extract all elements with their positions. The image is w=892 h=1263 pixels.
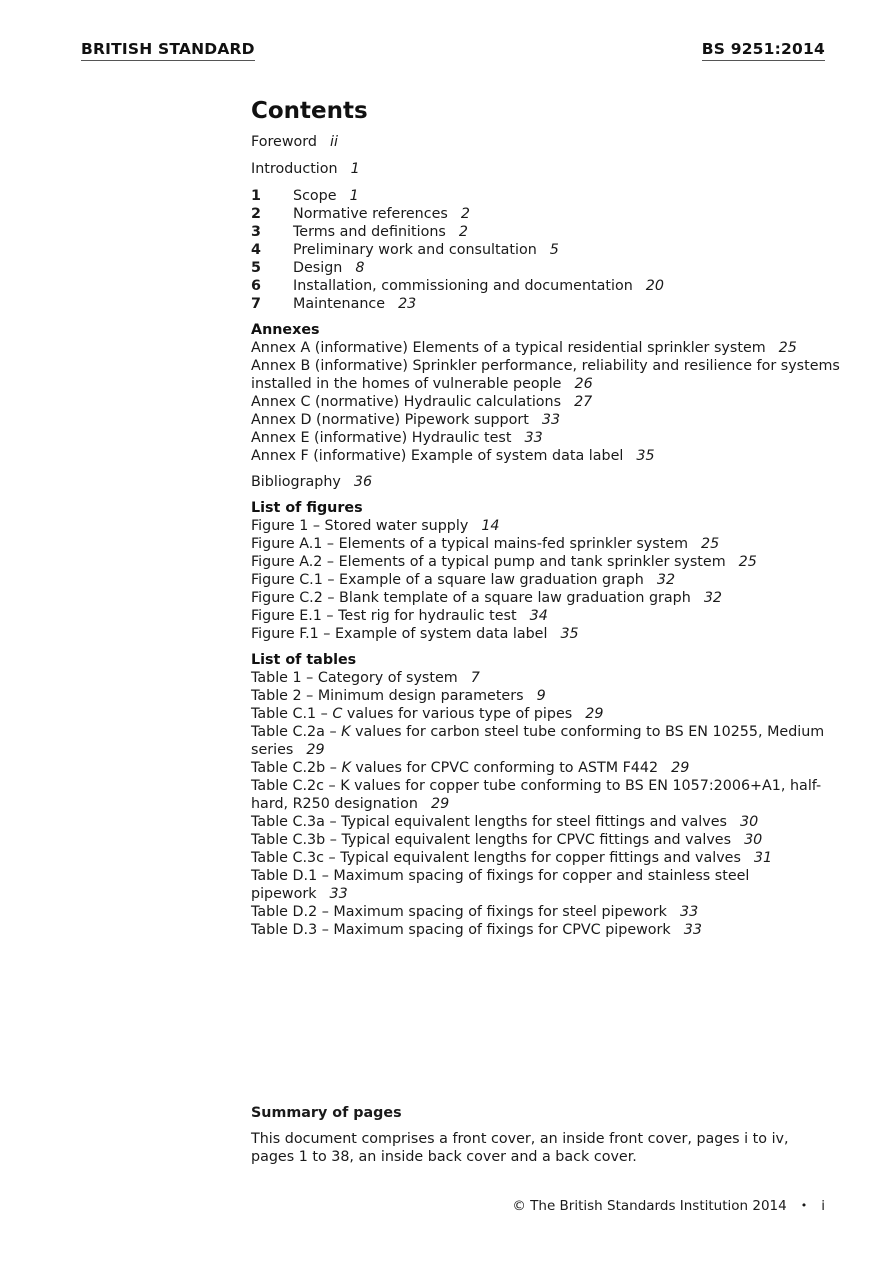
summary-text: This document comprises a front cover, an inside front cover, pages i to iv, pages 1 to 38, an inside back cover and a back cover. [251,1131,789,1165]
annexes-section [251,321,841,465]
toc-page-number: 25 [778,340,797,356]
toc-page-number: 36 [353,474,373,490]
table-label-symbol: K [341,760,351,776]
toc-page-number: 29 [671,760,690,776]
toc-page-number: 33 [679,904,699,920]
toc-annex-entry[interactable] [251,429,841,447]
table-label-prefix: Table C.2b – [251,760,342,776]
toc-page-number: 2 [458,224,468,240]
table-label: Table 2 – Minimum design parameters [251,688,524,704]
toc-entry-introduction[interactable] [251,160,841,178]
toc-entry-foreword[interactable] [251,133,841,151]
toc-page-number: 33 [329,886,348,902]
table-label-symbol: C [332,706,343,722]
clause-list [251,187,841,313]
toc-page-number: 30 [744,832,763,848]
clause-number: 1 [251,188,261,204]
table-label: Table C.3c – Typical equivalent lengths for copper fittings and valves [251,850,741,866]
toc-page-number: 33 [683,922,702,938]
clause-number: 6 [251,278,261,294]
toc-page-number: 8 [355,260,365,276]
toc-entry-bibliography[interactable] [251,473,841,491]
clause-label: Installation, commissioning and documentation [293,278,633,294]
toc-figure-entry[interactable] [251,535,841,553]
copyright-notice: © The British Standards Institution 2014 [512,1198,787,1214]
contents-section [251,97,841,939]
toc-page-number: 5 [549,242,559,258]
figure-label: Figure 1 – Stored water supply [251,518,469,534]
toc-figure-entry[interactable] [251,553,841,571]
toc-page-number: 23 [398,296,417,312]
page-number: i [821,1198,825,1214]
toc-page-number: ii [329,134,338,150]
toc-annex-entry[interactable] [251,339,841,357]
figure-label: Figure C.2 – Blank template of a square law graduation graph [251,590,691,606]
toc-figure-entry[interactable] [251,607,841,625]
toc-entry-label: Foreword [251,134,317,150]
toc-page-number: 32 [703,590,723,606]
table-label: Table D.1 – Maximum spacing of fixings for copper and stainless steel pipework [251,868,750,902]
toc-clause-entry[interactable] [251,295,841,313]
table-label-prefix: Table C.1 – [251,706,333,722]
clause-label: Normative references [293,206,448,222]
toc-page-number: 33 [541,412,561,428]
toc-page-number: 2 [460,206,470,222]
toc-figure-entry[interactable] [251,589,841,607]
toc-table-entry[interactable] [251,813,841,831]
toc-page-number: 27 [574,394,593,410]
clause-label: Design [293,260,343,276]
table-label-symbol: K [341,724,351,740]
toc-clause-entry[interactable] [251,223,841,241]
toc-page-number: 25 [738,554,757,570]
toc-table-entry[interactable] [251,705,841,723]
toc-table-entry[interactable] [251,669,841,687]
annex-label: Annex C (normative) Hydraulic calculations [251,394,562,410]
toc-page-number: 29 [430,796,450,812]
toc-annex-entry[interactable] [251,411,841,429]
table-label-suffix: values for carbon steel tube conforming to BS EN 10255, Medium series [251,724,825,758]
toc-page-number: 29 [585,706,604,722]
header-standard-number: BS 9251:2014 [702,40,825,61]
toc-table-entry[interactable] [251,903,841,921]
toc-page-number: 31 [753,850,773,866]
clause-label: Terms and definitions [293,224,446,240]
toc-page-number: 1 [349,188,359,204]
toc-clause-entry[interactable] [251,277,841,295]
annex-label: Annex F (informative) Example of system data label [251,448,624,464]
table-label: Table D.2 – Maximum spacing of fixings for steel pipework [251,904,667,920]
toc-page-number: 30 [740,814,759,830]
figure-label: Figure E.1 – Test rig for hydraulic test [251,608,517,624]
summary-heading: Summary of pages [251,1105,402,1121]
toc-page-number: 7 [470,670,480,686]
toc-page-number: 14 [481,518,500,534]
toc-page-number: 33 [524,430,543,446]
toc-clause-entry[interactable] [251,241,841,259]
tables-section [251,651,841,939]
clause-number: 3 [251,224,261,240]
tables-heading: List of tables [251,652,357,668]
toc-table-entry[interactable] [251,867,841,903]
table-label-suffix: values for various type of pipes [342,706,573,722]
toc-entry-label: Introduction [251,161,338,177]
toc-page-number: 25 [701,536,720,552]
table-label: Table C.3a – Typical equivalent lengths for steel fittings and valves [251,814,727,830]
toc-table-entry[interactable] [251,849,841,867]
figure-label: Figure A.1 – Elements of a typical mains-fed sprinkler system [251,536,689,552]
toc-page-number: 9 [536,688,546,704]
toc-table-entry[interactable] [251,759,841,777]
clause-label: Preliminary work and consultation [293,242,537,258]
toc-annex-entry[interactable] [251,447,841,465]
toc-figure-entry[interactable] [251,571,841,589]
toc-table-entry[interactable] [251,921,841,939]
figure-label: Figure F.1 – Example of system data label [251,626,548,642]
annexes-heading: Annexes [251,322,320,338]
header-left-title: BRITISH STANDARD [81,40,255,61]
clause-number: 2 [251,206,261,222]
summary-of-pages [251,1104,811,1166]
toc-annex-entry[interactable] [251,357,841,393]
annex-label: Annex E (informative) Hydraulic test [251,430,512,446]
page-footer [512,1198,825,1214]
toc-entry-label: Bibliography [251,474,341,490]
toc-annex-entry[interactable] [251,393,841,411]
annex-label: Annex D (normative) Pipework support [251,412,529,428]
clause-number: 5 [251,260,261,276]
toc-page-number: 1 [350,161,360,177]
clause-number: 4 [251,242,261,258]
toc-figure-entry[interactable] [251,625,841,643]
toc-page-number: 29 [306,742,325,758]
figures-heading: List of figures [251,500,363,516]
toc-page-number: 26 [574,376,593,392]
table-label: Table C.3b – Typical equivalent lengths for CPVC fittings and valves [251,832,732,848]
annex-label: Annex B (informative) Sprinkler performance, reliability and resilience for systems installed in the homes of vulnerable people [251,358,840,392]
figure-label: Figure C.1 – Example of a square law graduation graph [251,572,644,588]
toc-table-entry[interactable] [251,687,841,705]
toc-page-number: 32 [656,572,676,588]
toc-page-number: 35 [636,448,655,464]
toc-clause-entry[interactable] [251,259,841,277]
figures-section [251,499,841,643]
table-label: Table D.3 – Maximum spacing of fixings for CPVC pipework [251,922,671,938]
toc-table-entry[interactable] [251,723,841,759]
clause-label: Maintenance [293,296,386,312]
figure-label: Figure A.2 – Elements of a typical pump and tank sprinkler system [251,554,726,570]
table-label-suffix: values for CPVC conforming to ASTM F442 [350,760,659,776]
clause-label: Scope [293,188,337,204]
toc-table-entry[interactable] [251,777,841,813]
toc-page-number: 34 [529,608,548,624]
table-label: Table C.2c – K values for copper tube conforming to BS EN 1057:2006+A1, half-hard, R250 designation [251,778,822,812]
toc-page-number: 20 [645,278,664,294]
toc-figure-entry[interactable] [251,517,841,535]
annex-label: Annex A (informative) Elements of a typical residential sprinkler system [251,340,766,356]
bullet-separator: • [800,1199,808,1212]
clause-number: 7 [251,296,261,312]
toc-clause-entry[interactable] [251,187,841,205]
table-label: Table 1 – Category of system [251,670,458,686]
contents-title: Contents [251,98,368,124]
toc-table-entry[interactable] [251,831,841,849]
table-label-prefix: Table C.2a – [251,724,342,740]
toc-clause-entry[interactable] [251,205,841,223]
toc-page-number: 35 [560,626,579,642]
